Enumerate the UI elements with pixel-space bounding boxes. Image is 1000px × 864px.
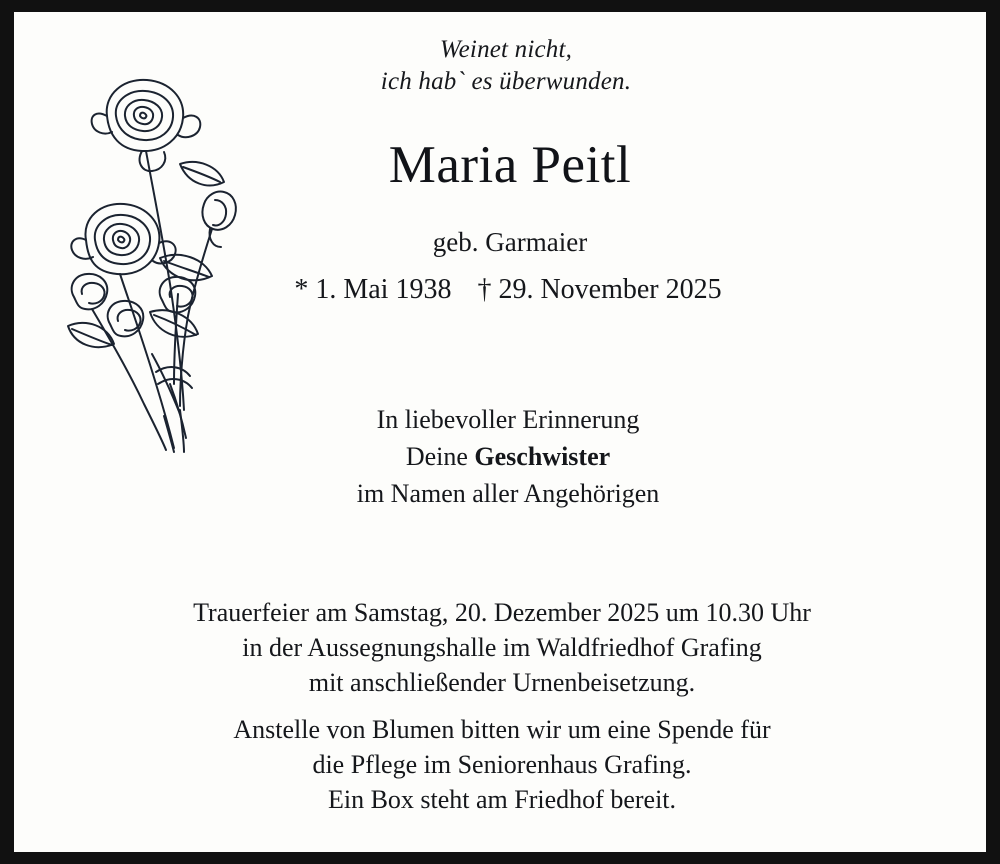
donation-request (14, 712, 988, 817)
maiden-name: geb. Garmaier (432, 227, 588, 257)
birth-date: * 1. Mai 1938 (294, 274, 452, 305)
donation-line-3: Ein Box steht am Friedhof bereit. (327, 785, 677, 815)
deceased-name: Maria Peitl (388, 136, 632, 194)
memorial-line-1: In liebevoller Erinnerung (376, 405, 640, 434)
death-date: † 29. November 2025 (477, 274, 722, 305)
memorial-line-3: im Namen aller Angehörigen (356, 478, 660, 508)
donation-line-2: die Pflege im Seniorenhaus Grafing. (312, 750, 692, 780)
service-line-2: in der Aussegnungshalle im Waldfriedhof Grafing (242, 633, 762, 663)
memorial-line-2-relation: Geschwister (474, 441, 611, 471)
funeral-service-details (14, 595, 988, 700)
service-line-1: Trauerfeier am Samstag, 20. Dezember 2025 um 10.30 Uhr (193, 598, 811, 627)
obituary-card-inner (14, 12, 986, 852)
verse-text (14, 34, 986, 98)
verse-line-2: ich hab` es überwunden. (380, 68, 632, 95)
verse-line-1: Weinet nicht, (439, 36, 573, 63)
memorial-line-2-prefix: Deine (405, 441, 475, 471)
memorial-line-2 (22, 439, 994, 476)
service-line-3: mit anschließender Urnenbeisetzung. (308, 668, 696, 698)
donation-line-1: Anstelle von Blumen bitten wir um eine Spende für (233, 715, 771, 744)
life-dates (14, 274, 994, 306)
memorial-text (14, 402, 994, 513)
